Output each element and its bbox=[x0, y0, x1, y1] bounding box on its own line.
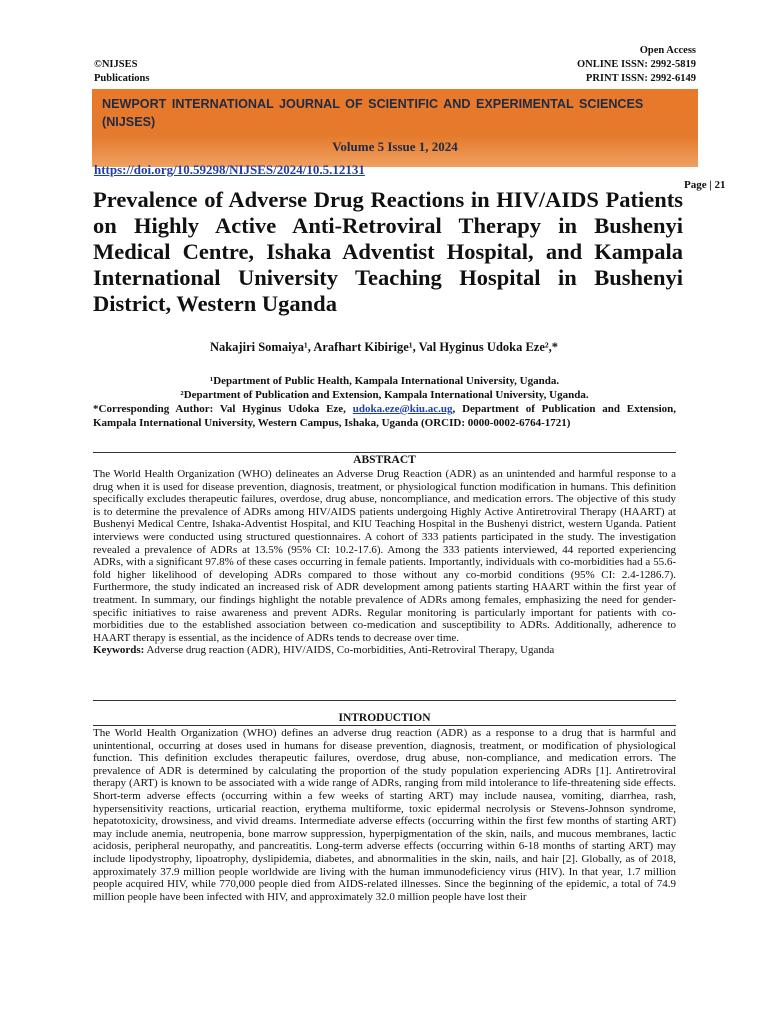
paper-title: Prevalence of Adverse Drug Reactions in HIV/AIDS Patients on Highly Active Anti-Retroviral Therapy in Bushenyi Medical Centre, Ishaka Adventist Hospital, and Kampala International University Teaching Hospital in Bushenyi District, Western Uganda bbox=[93, 187, 683, 316]
keywords-line bbox=[93, 644, 676, 657]
corresponding-author bbox=[93, 402, 676, 430]
corresponding-suffix: , Department of Publication and Extension, Kampala International University, Western Campus, Ishaka, Uganda (ORCID: 0000-0002-6764-1721) bbox=[93, 403, 676, 429]
open-access-label: Open Access bbox=[639, 45, 696, 56]
abstract-body bbox=[93, 468, 676, 657]
affiliations bbox=[93, 374, 676, 430]
volume-issue: Volume 5 Issue 1, 2024 bbox=[332, 139, 458, 154]
print-issn: PRINT ISSN: 2992-6149 bbox=[585, 73, 696, 84]
author-list: Nakajiri Somaiya¹, Arafhart Kibirige¹, Val Hyginus Udoka Eze²,* bbox=[209, 340, 559, 354]
introduction-heading: INTRODUCTION bbox=[338, 712, 431, 724]
introduction-rule bbox=[93, 725, 676, 726]
doi-link[interactable]: https://doi.org/10.59298/NIJSES/2024/10.5.12131 bbox=[94, 162, 365, 177]
keywords-label: Keywords: bbox=[93, 644, 145, 657]
issn-block bbox=[577, 44, 696, 86]
keywords-list: Adverse drug reaction (ADR), HIV/AIDS, Co-morbidities, Anti-Retroviral Therapy, Uganda bbox=[144, 644, 555, 657]
journal-title: NEWPORT INTERNATIONAL JOURNAL OF SCIENTIFIC AND EXPERIMENTAL SCIENCES (NIJSES) bbox=[102, 97, 644, 129]
journal-banner bbox=[92, 89, 698, 167]
page-number: Page | 21 bbox=[684, 179, 726, 191]
corresponding-email-link[interactable]: udoka.eze@kiu.ac.ug bbox=[352, 403, 453, 415]
abstract-bottom-rule bbox=[93, 700, 676, 701]
corresponding-prefix: *Corresponding Author: Val Hyginus Udoka Eze, bbox=[93, 403, 353, 415]
publisher-name: ©NIJSES bbox=[94, 59, 138, 70]
introduction-text: The World Health Organization (WHO) defines an adverse drug reaction (ADR) as a response to a drug that is harmful and unintentional, occurring at doses used in humans for disease prevention, diagnosis, treatment, or modification of physiological function. This definition excludes therapeutic failures, overdose, drug abuse, non-compliance, and medication errors. The prevalence of ADR is determined by calculating the proportion of the study population experiencing ADRs [1]. Antiretroviral therapy (ART) is known to be associated with a wide range of ADRs, ranging from mild intolerance to life-threatening side effects. Short-term adverse effects (occurring within a few weeks of starting ART) may include nausea, vomiting, diarrhea, rash, hypersensitivity reactions, urticarial reaction, erythema multiforme, toxic epidermal necrolysis or Stevens-Johnson syndrome, hepatotoxicity, drowsiness, and vivid dreams. Intermediate adverse effects (occurring within the first few months of starting ART) may include anemia, neutropenia, bone marrow suppression, hyperpigmentation of the skin, nails, and mucous membranes, lactic acidosis, peripheral neuropathy, and pancreatitis. Long-term adverse effects (occurring within 6-18 months of starting ART) may include lipodystrophy, lipoatrophy, dyslipidemia, diabetes, and abnormalities in the skin, nails, and hair [2]. Globally, as of 2018, approximately 37.9 million people worldwide are living with the human immunodeficiency virus (HIV). In that year, 1.7 million people acquired HIV, while 770,000 people died from AIDS-related illnesses. Since the beginning of the epidemic, a total of 74.9 million people have been infected with HIV, and approximately 32.0 million people have lost their bbox=[93, 727, 676, 903]
abstract-text: The World Health Organization (WHO) delineates an Adverse Drug Reaction (ADR) as an unintended and harmful response to a drug when it is used for disease prevention, diagnosis, treatment, or physiological function modification in humans. This definition specifically excludes therapeutic failures, overdose, drug abuse, noncompliance, and medication errors. The objective of this study is to determine the prevalence of ADRs among HIV/AIDS patients undergoing Highly Active Antiretroviral Therapy (HAART) at Bushenyi Medical Centre, Ishaka-Adventist Hospital, and KIU Teaching Hospital in the Bushenyi district, western Uganda. Patient interviews were conducted using structured questionnaires. A cohort of 333 patients participated in the study. The investigation revealed a prevalence of ADRs at 13.5% (95% CI: 10.2-17.6). Among the 333 patients interviewed, 44 reported experiencing ADRs, with a significant 97.8% of these cases occurring in female patients. Importantly, individuals with co-morbidities had a 55.6-fold higher likelihood of developing ADRs compared to those without any co-morbid conditions (95% CI: 2.4-1286.7). Furthermore, the study indicated an increased risk of ADR development among patients starting HAART within the first year of treatment. In summary, our findings highlight the notable prevalence of ADRs among females, emphasizing the need for gender-specific initiatives to raise awareness and prevent ADRs. Regular monitoring is particularly important for patients with co-morbidities due to the established association between co-medication and susceptibility to ADRs. Additionally, adherence to HAART therapy is essential, as the incidence of ADRs tends to decrease over time. bbox=[93, 468, 676, 644]
online-issn: ONLINE ISSN: 2992-5819 bbox=[576, 59, 696, 70]
publisher-block bbox=[94, 58, 149, 86]
abstract-top-rule bbox=[93, 452, 676, 453]
affiliation-2: ²Department of Publication and Extension, Kampala International University, Uganda. bbox=[180, 389, 589, 401]
abstract-heading: ABSTRACT bbox=[353, 454, 416, 466]
publisher-publications: Publications bbox=[94, 73, 150, 84]
affiliation-1: ¹Department of Public Health, Kampala International University, Uganda. bbox=[209, 375, 560, 387]
